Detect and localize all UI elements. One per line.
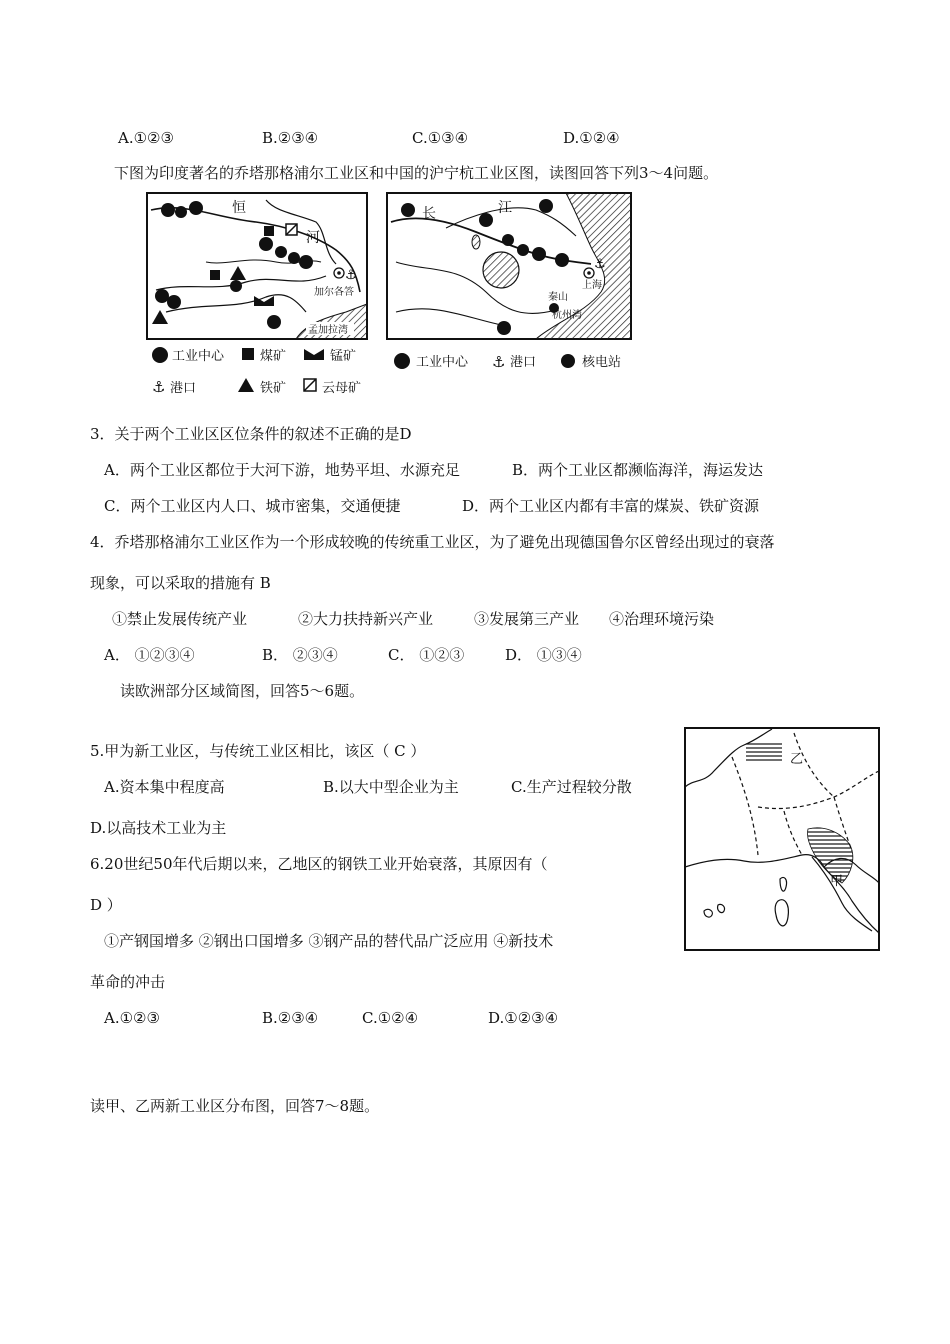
industrial-center-marker: [259, 237, 273, 251]
industrial-center-marker: [175, 206, 187, 218]
svg-text:核电站: 核电站: [582, 355, 622, 370]
svg-text:港口: 港口: [170, 381, 197, 396]
q2-option-c: C.①③④: [412, 129, 469, 147]
q5-option-a: A.资本集中程度高: [104, 778, 225, 796]
q5-option-b: B.以大中型企业为主: [323, 778, 459, 796]
legend-port-anchor-icon: ⚓: [492, 353, 506, 371]
svg-text:港口: 港口: [510, 355, 537, 370]
intro-questions-3-4: 下图为印度著名的乔塔那格浦尔工业区和中国的沪宁杭工业区图，读图回答下列3～4问题。: [114, 164, 719, 182]
svg-text:工业中心: 工业中心: [416, 355, 469, 370]
q4-item-1: ①禁止发展传统产业: [112, 610, 248, 628]
region-label-yi: 乙: [790, 752, 804, 767]
bay-label-bengal: 孟加拉湾: [308, 325, 348, 336]
q4-stem-line2: 现象，可以采取的措施有 B: [90, 574, 271, 592]
svg-text:铁矿: 铁矿: [260, 381, 287, 396]
q4-option-d: D． ①③④: [505, 646, 582, 664]
mountain-label-qinshan: 秦山: [548, 292, 568, 303]
q6-items-continued: 革命的冲击: [90, 973, 166, 991]
river-label-chang: 长: [422, 206, 436, 222]
industrial-center-marker: [401, 203, 415, 217]
q5-stem: 5.甲为新工业区，与传统工业区相比，该区（ C ）: [90, 742, 426, 760]
river-label-he: 河: [306, 230, 320, 246]
taihu-lake: [483, 252, 519, 288]
q6-stem-line1: 6.20世纪50年代后期以来，乙地区的钢铁工业开始衰落，其原因有（: [90, 855, 548, 873]
legend-port-anchor-icon: ⚓: [152, 378, 166, 396]
legend-china: [392, 350, 642, 374]
q4-item-4: ④治理环境污染: [609, 610, 715, 628]
industrial-center-marker: [275, 246, 287, 258]
q5-option-c: C.生产过程较分散: [511, 778, 632, 796]
q6-option-a: A.①②③: [104, 1009, 160, 1027]
q5-option-d: D.以高技术工业为主: [90, 819, 227, 837]
industrial-center-marker: [161, 203, 175, 217]
q3-option-a: A．两个工业区都位于大河下游，地势平坦、水源充足: [104, 461, 460, 479]
legend-industrial-center-icon: [152, 347, 168, 363]
industrial-center-marker: [555, 253, 569, 267]
svg-text:云母矿: 云母矿: [322, 381, 362, 396]
industrial-center-marker: [288, 252, 300, 264]
legend-manganese-icon: [304, 349, 324, 360]
river-label-heng: 恒: [232, 200, 246, 216]
industrial-center-marker: [189, 201, 203, 215]
industrial-center-marker: [167, 295, 181, 309]
industrial-center-marker: [267, 315, 281, 329]
q3-option-c: C．两个工业区内人口、城市密集，交通便捷: [104, 497, 401, 515]
intro-questions-5-6: 读欧洲部分区域简图，回答5～6题。: [120, 682, 365, 700]
q2-option-d: D.①②④: [563, 129, 620, 147]
industrial-center-marker: [299, 255, 313, 269]
q4-stem-line1: 4．乔塔那格浦尔工业区作为一个形成较晚的传统重工业区，为了避免出现德国鲁尔区曾经出现过的衰落: [90, 533, 775, 551]
industrial-center-marker: [517, 244, 529, 256]
q6-option-d: D.①②③④: [488, 1009, 559, 1027]
svg-text:锰矿: 锰矿: [330, 349, 357, 364]
q6-items: ①产钢国增多 ②钢出口国增多 ③钢产品的替代品广泛应用 ④新技术: [104, 932, 554, 950]
map-huningHang: [386, 192, 632, 340]
q4-item-3: ③发展第三产业: [474, 610, 580, 628]
industrial-center-marker: [539, 199, 553, 213]
q4-item-2: ②大力扶持新兴产业: [298, 610, 434, 628]
legend-iron-icon: [238, 378, 254, 392]
legend-india: [150, 344, 380, 398]
legend-coal-icon: [242, 348, 254, 360]
q6-option-c: C.①②④: [362, 1009, 419, 1027]
svg-text:工业中心: 工业中心: [172, 349, 225, 364]
q4-option-c: C． ①②③: [388, 646, 465, 664]
industrial-center-marker: [532, 247, 546, 261]
region-yi-hatch: [746, 741, 782, 761]
map-europe: [684, 727, 880, 951]
coal-mine-marker: [264, 226, 274, 236]
city-label-kolkata: 加尔各答: [314, 287, 354, 298]
industrial-center-marker: [497, 321, 511, 335]
region-label-jia: 甲: [830, 874, 844, 889]
city-label-shanghai: 上海: [582, 280, 602, 291]
q2-option-b: B.②③④: [262, 129, 319, 147]
q4-option-b: B． ②③④: [262, 646, 338, 664]
river-label-jiang: 江: [498, 200, 512, 216]
q3-option-b: B．两个工业区都濒临海洋，海运发达: [512, 461, 764, 479]
industrial-center-marker: [502, 234, 514, 246]
q6-option-b: B.②③④: [262, 1009, 319, 1027]
q2-option-a: A.①②③: [118, 129, 174, 147]
intro-questions-7-8: 读甲、乙两新工业区分布图，回答7～8题。: [90, 1097, 380, 1115]
svg-text:煤矿: 煤矿: [260, 349, 287, 364]
legend-nuclear-icon: [561, 354, 575, 368]
q6-stem-line2: D ）: [90, 896, 122, 914]
port-anchor-icon: ⚓: [594, 257, 606, 272]
bay-label-hangzhou: 杭州湾: [552, 310, 582, 321]
legend-industrial-center-icon: [394, 353, 410, 369]
port-anchor-icon: ⚓: [345, 268, 357, 283]
q3-stem: 3．关于两个工业区区位条件的叙述不正确的是D: [90, 425, 412, 443]
q4-option-a: A． ①②③④: [104, 646, 195, 664]
industrial-center-marker: [230, 280, 242, 292]
map-chotanagpur: [146, 192, 368, 340]
coal-mine-marker: [210, 270, 220, 280]
industrial-center-marker: [479, 213, 493, 227]
q3-option-d: D．两个工业区内都有丰富的煤炭、铁矿资源: [462, 497, 760, 515]
industrial-center-marker: [155, 289, 169, 303]
